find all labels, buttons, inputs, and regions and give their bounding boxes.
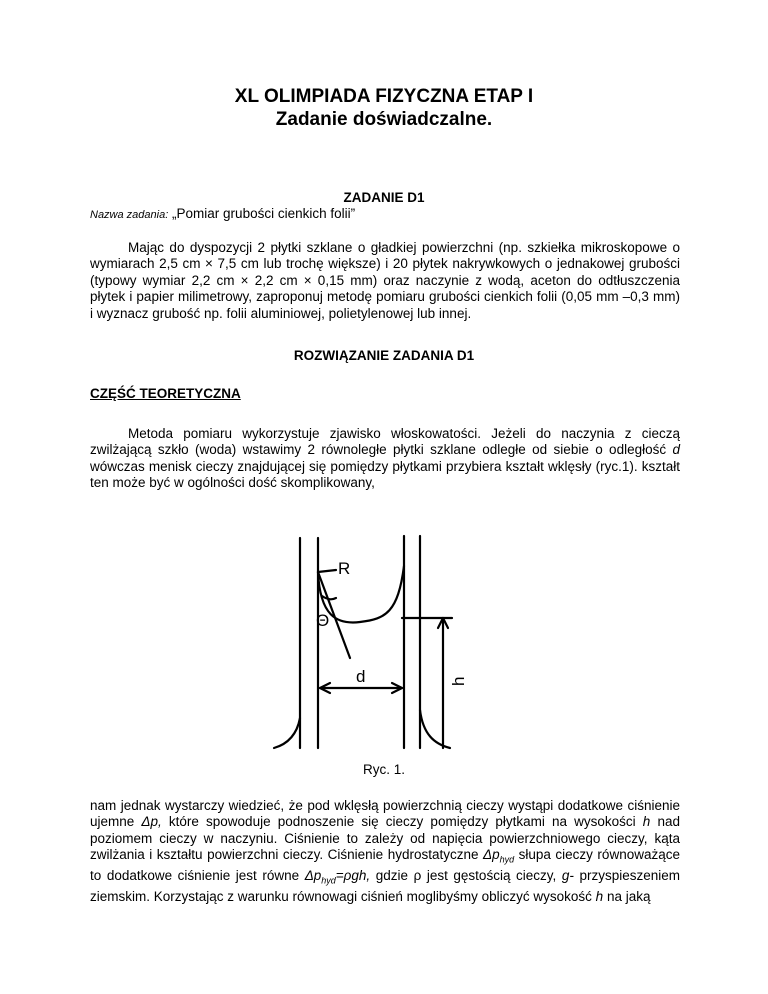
cont-dphyd-2	[304, 868, 371, 886]
radius-line	[318, 570, 336, 572]
section-heading: CZĘŚĆ TEORETYCZNA	[90, 386, 241, 401]
cont-text-5: gdzie ρ jest gęstością cieczy,	[375, 868, 557, 884]
label-h: h	[449, 676, 468, 686]
theory-text-b: wówczas menisk cieczy znajdującej się pomiędzy płytkami przybiera kształt wklęsły (ryc.1). kształt ten może być w ogólności dość skomplikowany,	[90, 458, 680, 491]
task-name	[90, 206, 355, 221]
cont-dphyd-1-sub: hyd	[499, 854, 515, 865]
theory-paragraph	[90, 426, 680, 492]
task-heading: ZADANIE D1	[343, 190, 425, 205]
cont-text-1: nam jednak wystarczy wiedzieć, że pod wklęsłą powierzchnią cieczy wystąpi dodatkowe ciśnienie ujemne	[90, 798, 680, 830]
cont-g: g-	[561, 868, 574, 884]
cont-text-6: przyspieszeniem ziemskim. Korzystając z warunku równowagi ciśnień moglibyśmy obliczyć wysokość	[90, 868, 680, 905]
meniscus	[318, 566, 404, 622]
cont-h2: h	[595, 889, 604, 905]
theory-var-d: d	[672, 442, 680, 458]
outer-meniscus-left	[274, 718, 300, 748]
document-title: XL OLIMPIADA FIZYCZNA ETAP I	[234, 86, 534, 107]
cont-dphyd-1	[483, 847, 515, 865]
document-subtitle: Zadanie doświadczalne.	[275, 109, 493, 130]
cont-h: h	[642, 814, 651, 830]
cont-text-2: które spowoduje podnoszenie się cieczy pomiędzy płytkami na wysokości	[168, 814, 636, 830]
task-name-value: „Pomiar grubości cienkich folii”	[172, 206, 356, 221]
cont-eq: =ρgh,	[335, 868, 371, 884]
cont-dphyd-1-sym: Δp	[483, 847, 500, 863]
task-description: Mając do dyspozycji 2 płytki szklane o gładkiej powierzchni (np. szkiełka mikroskopowe o wymiarach 2,5 cm × 7,5 cm lub trochę większe) i 20 płytek nakrywkowych o jednakowej grubości (typowy wymiar 2,2 cm × 2,2 cm × 0,15 mm) oraz naczynie z wodą, aceton do odtłuszczenia płytek i papier milimetrowy, zaproponuj metodę pomiaru grubości cienkich folii (0,05 mm –0,3 mm) i wyznacz grubość np. folii aluminiowej, polietylenowej lub innej.	[90, 240, 680, 321]
capillary-figure	[270, 530, 500, 755]
cont-text-3: nad poziomem cieczy w naczyniu. Ciśnienie to zależy od napięcia powierzchniowego cieczy, kąta zwilżania i kształtu powierzchni cieczy. Ciśnienie hydrostatyczne	[90, 814, 680, 863]
outer-meniscus-right	[420, 710, 450, 748]
cont-dphyd-2-sym: Δp	[304, 868, 322, 884]
cont-text-7: na jaką	[606, 889, 651, 905]
cont-text-4: słupa cieczy równoważące to dodatkowe ciśnienie jest równe	[90, 847, 680, 884]
cont-dphyd-2-sub: hyd	[321, 876, 336, 886]
label-R: R	[338, 559, 351, 578]
theta-arc	[322, 596, 336, 599]
figure-caption: Ryc. 1.	[362, 762, 405, 777]
label-d: d	[356, 667, 366, 686]
cont-dp: Δp,	[141, 814, 162, 830]
continuation-paragraph	[90, 798, 680, 906]
task-name-label: Nazwa zadania:	[90, 209, 169, 221]
solution-heading: ROZWIĄZANIE ZADANIA D1	[293, 348, 475, 363]
label-theta: Θ	[316, 611, 330, 630]
theory-text-a: Metoda pomiaru wykorzystuje zjawisko włoskowatości. Jeżeli do naczynia z cieczą zwilżającą szkło (woda) wstawimy 2 równoległe płytki szklane odległe od siebie o odległość	[90, 426, 680, 458]
